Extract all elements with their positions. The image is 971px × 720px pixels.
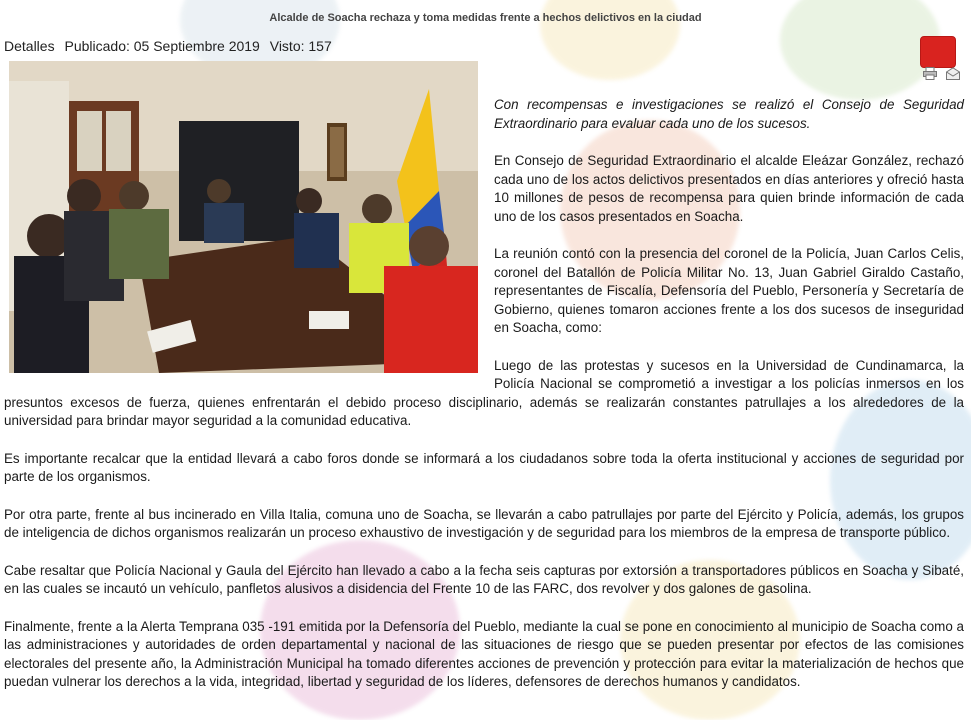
print-icon[interactable] bbox=[923, 67, 937, 80]
article-paragraph: Por otra parte, frente al bus incinerado en Villa Italia, comuna uno de Soacha, se llevarán a cabo patrullajes por parte del Ejército y Policía, además, los grupos de inteligencia de dichos organismos realizarán un proceso exhaustivo de investigación y de seguridad para los miembros de la empresa de transporte público. bbox=[4, 506, 964, 540]
article-paragraph: Finalmente, frente a la Alerta Temprana 035 -191 emitida por la Defensoría del Pueblo, mediante la cual se pone en conocimiento al municipio de Soacha como a las administraciones y autoridades de orden departamental y nacional de las situaciones de riesgo que se pueden presentar por efectos de las comisiones electorales del presente año, la Administración Municipal ha tomado diferentes acciones de prevención y protección para evitar la materialización de hechos que puedan vulnerar los derechos a la vida, integridad, libertad y seguridad de los líderes, defensores de derechos humanos y candidatos. bbox=[4, 618, 964, 689]
email-icon[interactable] bbox=[946, 67, 960, 80]
article-paragraph: En Consejo de Seguridad Extraordinario el alcalde Eleázar González, rechazó cada uno de los actos delictivos presentados en días anteriores y ofreció hasta 10 millones de pesos de recompensa para quien brinde información de cada uno de los casos presentados en Soacha. bbox=[494, 153, 964, 224]
article-paragraph: Luego de las protestas y sucesos en la Universidad de Cundinamarca, la Policía Nacional se comprometió a investigar a los policías inmersos en los presuntos excesos de fuerza, quienes enfrentarán el debido proceso disciplinario, además se realizarán constantes patrullajes a los alrededores de la universidad para brindar mayor seguridad a la comunidad educativa. bbox=[4, 357, 964, 428]
article-paragraph: Cabe resaltar que Policía Nacional y Gaula del Ejército han llevado a cabo a la fecha seis capturas por extorsión a transportadores públicos en Soacha y Sibaté, en las cuales se incautó un vehículo, panfletos alusivos a disidencia del Frente 10 de las FARC, dos revolver y dos galones de gasolina. bbox=[4, 562, 964, 596]
article-meta bbox=[4, 38, 338, 54]
article-paragraph: La reunión contó con la presencia del coronel de la Policía, Juan Carlos Celis, coronel del Batallón de Policía Militar No. 13, Juan Gabriel Giraldo Castaño, representantes de Fiscalía, Defensoría del Pueblo, Personería y Secretaría de Gobierno, quienes tomaron acciones frente a los dos sucesos de inseguridad en Soacha, como: bbox=[494, 246, 964, 335]
photo-spacer bbox=[4, 96, 494, 386]
article-paragraph: Es importante recalcar que la entidad llevará a cabo foros donde se informará a los ciudadanos sobre toda la oferta institucional y acciones de seguridad por parte de los organismos. bbox=[4, 450, 964, 484]
article-body bbox=[4, 96, 964, 711]
meta-details: Detalles bbox=[4, 38, 55, 54]
red-action-button[interactable] bbox=[920, 36, 956, 68]
meta-published: Publicado: 05 Septiembre 2019 bbox=[64, 38, 260, 54]
article-title: Alcalde de Soacha rechaza y toma medidas frente a hechos delictivos en la ciudad bbox=[269, 12, 702, 24]
article-paragraph: Con recompensas e investigaciones se realizó el Consejo de Seguridad Extraordinario para evaluar cada uno de los sucesos. bbox=[494, 97, 964, 131]
meta-views: Visto: 157 bbox=[269, 38, 332, 54]
